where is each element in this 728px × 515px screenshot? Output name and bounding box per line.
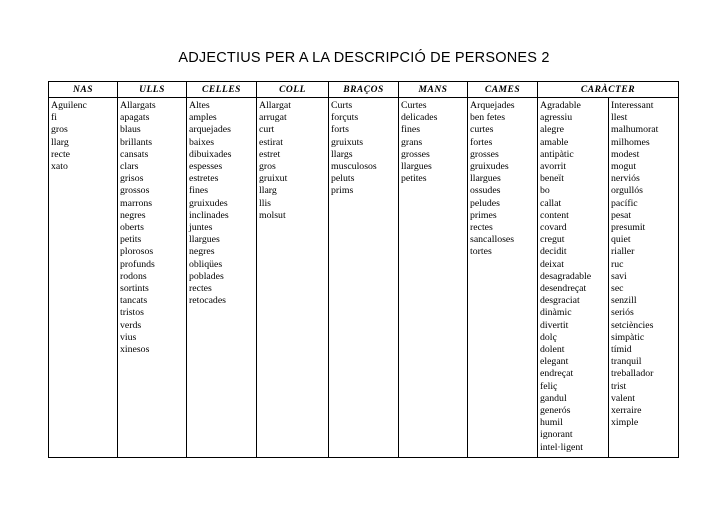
adjective-word: desendreçat: [540, 283, 587, 295]
adjective-word: fines: [189, 185, 209, 197]
adjective-word: presumit: [611, 222, 646, 234]
adjective-word: ossudes: [470, 185, 501, 197]
adjective-word: arquejades: [189, 124, 231, 136]
adjective-word: callat: [540, 197, 562, 209]
adjective-word: rectes: [189, 283, 212, 295]
adjective-word: Agradable: [540, 100, 581, 111]
adjective-word: primes: [470, 209, 497, 221]
adjective-word: poblades: [189, 270, 224, 282]
adjective-word: llargues: [189, 234, 220, 246]
adjective-word: fi: [51, 112, 57, 124]
adjective-word: tranquil: [611, 356, 642, 368]
adjective-word: llargues: [401, 161, 432, 173]
adjective-word: forts: [331, 124, 349, 136]
adjective-word: sortints: [120, 283, 149, 295]
adjective-word: sancalloses: [470, 234, 515, 246]
adjective-word: ignorant: [540, 429, 573, 441]
adjective-word: forçuts: [331, 112, 359, 124]
adjective-word: marrons: [120, 197, 153, 209]
adjective-word: plorosos: [120, 246, 154, 258]
adjective-word: llargs: [331, 148, 353, 160]
cell-coll: [257, 98, 329, 458]
adjective-word: recte: [51, 148, 71, 160]
adjective-word: gruixudes: [189, 197, 228, 209]
adjective-word: oberts: [120, 222, 144, 234]
cell-mans: [399, 98, 468, 458]
adjective-word: grisos: [120, 173, 144, 185]
adjective-word: peluts: [331, 173, 355, 185]
adjective-word: baixes: [189, 136, 215, 148]
adjective-word: avorrit: [540, 161, 567, 173]
adjective-word: amable: [540, 136, 569, 148]
page-title: ADJECTIUS PER A LA DESCRIPCIÓ DE PERSONES 2: [178, 50, 550, 66]
adjective-word: prims: [331, 185, 354, 197]
adjective-word: nerviós: [611, 173, 640, 185]
adjective-word: setciències: [611, 319, 654, 331]
adjective-word: rialler: [611, 246, 635, 258]
header-caracter: CARÀCTER: [538, 82, 679, 98]
adjective-word: desgraciat: [540, 295, 580, 307]
adjective-word: llarg: [259, 185, 277, 197]
adjective-word: gruixudes: [470, 161, 509, 173]
adjective-word: retocades: [189, 295, 226, 307]
adjective-word: desagradable: [540, 270, 592, 282]
adjective-word: xinesos: [120, 344, 150, 356]
adjective-word: pacífic: [611, 197, 638, 209]
adjective-word: elegant: [540, 356, 569, 368]
adjective-word: obliqües: [189, 258, 223, 270]
cell-caracter-a: [538, 98, 609, 458]
adjective-word: tímid: [611, 344, 632, 356]
adjective-word: dinàmic: [540, 307, 572, 319]
adjective-word: gros: [51, 124, 68, 136]
adjective-word: beneït: [540, 173, 564, 185]
adjective-word: generós: [540, 405, 571, 417]
adjective-word: deixat: [540, 258, 564, 270]
adjective-word: gruixuts: [331, 136, 364, 148]
adjective-word: Altes: [189, 100, 210, 111]
adjective-word: dibuixades: [189, 148, 232, 160]
adjective-word: antipàtic: [540, 148, 574, 160]
adjective-word: Aguilenc: [51, 100, 87, 111]
cell-nas: [49, 98, 118, 458]
adjective-word: sec: [611, 283, 624, 295]
adjective-word: molsut: [259, 209, 286, 221]
header-ulls: ULLS: [118, 82, 187, 98]
cell-bracos: [329, 98, 399, 458]
adjective-word: rectes: [470, 222, 493, 234]
adjective-word: petits: [120, 234, 142, 246]
adjective-word: petites: [401, 173, 427, 185]
adjective-word: Curts: [331, 100, 353, 111]
adjective-word: grosses: [470, 148, 499, 160]
adjective-word: dolç: [540, 331, 557, 343]
adjective-word: orgullós: [611, 185, 643, 197]
adjective-word: agressiu: [540, 112, 573, 124]
adjective-word: profunds: [120, 258, 155, 270]
adjective-word: seriós: [611, 307, 634, 319]
adjective-word: covard: [540, 222, 567, 234]
adjective-word: Allargat: [259, 100, 291, 111]
cell-cames: [468, 98, 538, 458]
adjective-word: Interessant: [611, 100, 654, 111]
adjective-word: bo: [540, 185, 550, 197]
header-nas: NAS: [49, 82, 118, 98]
adjective-word: savi: [611, 270, 627, 282]
adjective-word: grossos: [120, 185, 150, 197]
adjective-word: ximple: [611, 417, 639, 429]
adjective-word: peludes: [470, 197, 500, 209]
adjective-word: brillants: [120, 136, 153, 148]
adjective-word: apagats: [120, 112, 150, 124]
adjective-word: intel·ligent: [540, 441, 583, 453]
adjective-word: espesses: [189, 161, 223, 173]
adjective-word: endreçat: [540, 368, 574, 380]
words-row: [49, 98, 679, 458]
adjective-word: gruixut: [259, 173, 288, 185]
adjective-word: tancats: [120, 295, 148, 307]
adjective-word: clars: [120, 161, 139, 173]
adjective-word: ruc: [611, 258, 624, 270]
adjective-word: tristos: [120, 307, 144, 319]
adjective-word: arrugat: [259, 112, 287, 124]
adjective-word: amples: [189, 112, 217, 124]
adjective-word: simpàtic: [611, 331, 645, 343]
adjective-word: xerraire: [611, 405, 642, 417]
adjective-word: ben fetes: [470, 112, 506, 124]
adjective-word: curtes: [470, 124, 494, 136]
adjective-word: alegre: [540, 124, 564, 136]
adjective-word: blaus: [120, 124, 141, 136]
header-cames: CAMES: [468, 82, 538, 98]
adjective-word: llest: [611, 112, 628, 124]
adjective-word: rodons: [120, 270, 147, 282]
adjective-word: Curtes: [401, 100, 427, 111]
adjective-word: estirat: [259, 136, 283, 148]
adjective-word: Arquejades: [470, 100, 515, 111]
adjective-word: milhomes: [611, 136, 650, 148]
adjective-word: malhumorat: [611, 124, 659, 136]
cell-celles: [187, 98, 257, 458]
adjective-word: trist: [611, 380, 627, 392]
adjective-word: content: [540, 209, 569, 221]
adjective-word: tortes: [470, 246, 492, 258]
adjective-word: senzill: [611, 295, 637, 307]
adjective-word: curt: [259, 124, 275, 136]
adjective-word: grosses: [401, 148, 430, 160]
header-bracos: BRAÇOS: [329, 82, 399, 98]
adjective-word: juntes: [189, 222, 213, 234]
adjective-word: estretes: [189, 173, 219, 185]
adjective-word: divertit: [540, 319, 569, 331]
adjective-word: treballador: [611, 368, 654, 380]
adjective-word: quiet: [611, 234, 631, 246]
adjective-word: feliç: [540, 380, 558, 392]
adjective-word: fines: [401, 124, 421, 136]
header-coll: COLL: [257, 82, 329, 98]
adjective-word: inclinades: [189, 209, 229, 221]
adjective-word: negres: [120, 209, 146, 221]
cell-ulls: [118, 98, 187, 458]
adjective-word: valent: [611, 392, 635, 404]
adjective-word: gros: [259, 161, 276, 173]
cell-caracter-b: [609, 98, 679, 458]
adjective-word: modest: [611, 148, 640, 160]
adjective-word: Allargats: [120, 100, 156, 111]
adjective-word: pesat: [611, 209, 632, 221]
adjective-word: musculosos: [331, 161, 377, 173]
adjective-word: estret: [259, 148, 281, 160]
adjective-word: negres: [189, 246, 215, 258]
adjective-word: llarg: [51, 136, 69, 148]
adjective-word: grans: [401, 136, 423, 148]
adjectives-table: [48, 81, 679, 458]
header-celles: CELLES: [187, 82, 257, 98]
adjective-word: vius: [120, 331, 137, 343]
adjective-word: mogut: [611, 161, 637, 173]
adjective-word: verds: [120, 319, 142, 331]
adjective-word: decidit: [540, 246, 567, 258]
adjective-word: llis: [259, 197, 271, 209]
adjective-word: xato: [51, 161, 68, 173]
adjective-word: cregut: [540, 234, 565, 246]
adjective-word: fortes: [470, 136, 493, 148]
adjective-word: dolent: [540, 344, 565, 356]
header-row: [49, 82, 679, 98]
adjective-word: delicades: [401, 112, 438, 124]
adjective-word: gandul: [540, 392, 567, 404]
adjective-word: llargues: [470, 173, 501, 185]
adjective-word: cansats: [120, 148, 149, 160]
header-mans: MANS: [399, 82, 468, 98]
adjective-word: humil: [540, 417, 563, 429]
